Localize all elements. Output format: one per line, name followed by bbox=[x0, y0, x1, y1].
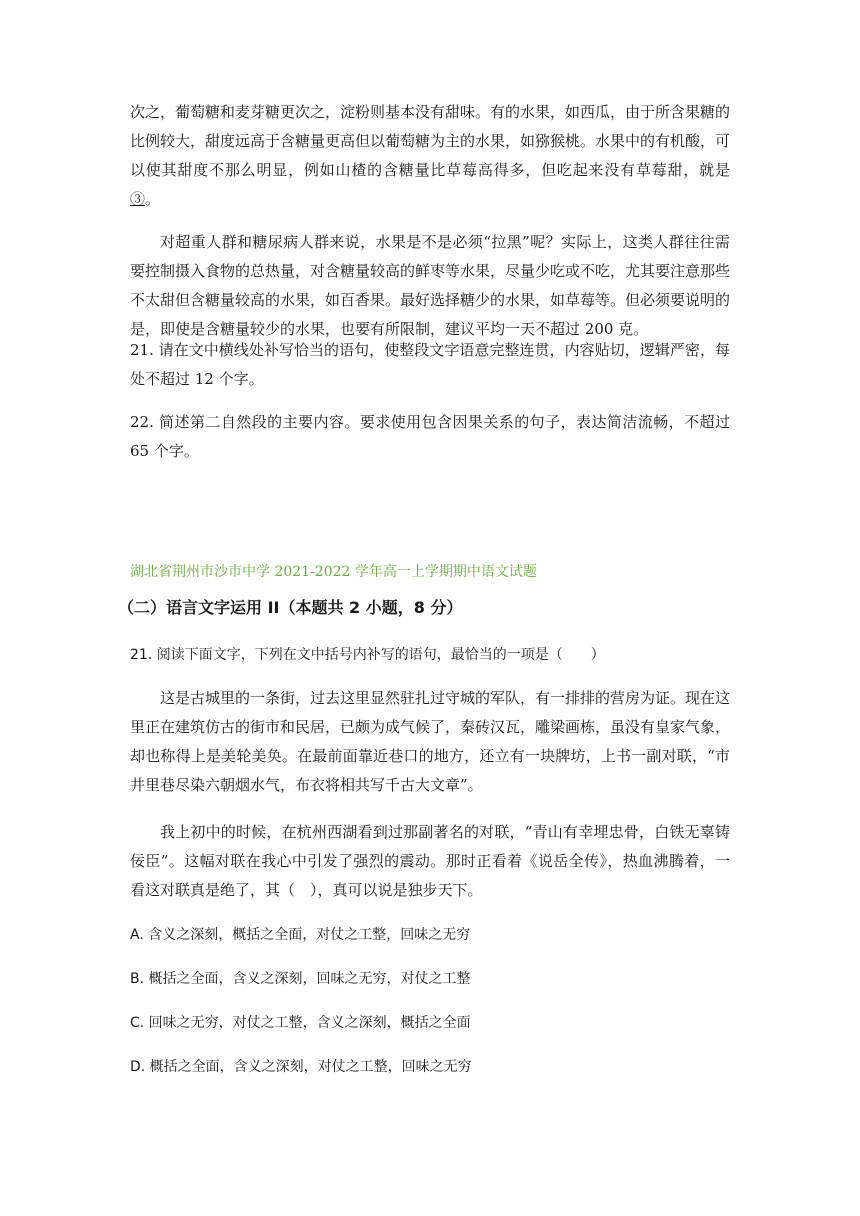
blank-marker: ③ bbox=[130, 190, 146, 208]
question-21: 21. 请在文中横线处补写恰当的语句，使整段文字语意完整连贯，内容贴切，逻辑严密，每处不超过 12 个字。 bbox=[130, 341, 730, 388]
option-a[interactable]: A. 含义之深刻，概括之全面，对仗之工整，回味之无穷 bbox=[130, 927, 471, 943]
option-b[interactable]: B. 概括之全面，含义之深刻，回味之无穷，对仗之工整 bbox=[130, 971, 471, 987]
option-d[interactable]: D. 概括之全面，含义之深刻，对仗之工整，回味之无穷 bbox=[130, 1059, 472, 1075]
section-question-21: 21. 阅读下面文字，下列在文中括号内补写的语句，最恰当的一项是（ ） bbox=[130, 647, 605, 663]
question-22: 22. 简述第二自然段的主要内容。要求使用包含因果关系的句子，表达简洁流畅，不超过 65 个字。 bbox=[130, 413, 730, 460]
paragraph-a: 这是古城里的一条街，过去这里显然驻扎过守城的军队，有一排排的营房为证。现在这里正在建筑仿古的街市和民居，已颇为成气候了，秦砖汉瓦，雕梁画栋，虽没有皇家气象，却也称得上是美轮美奂。在最前面靠近巷口的地方，还立有一块牌坊，上书一副对联，“市井里巷尽染六朝烟水气，布衣将相共写千古大文章”。 bbox=[130, 689, 731, 794]
source-line: 湖北省荆州市沙市中学 2021-2022 学年高一上学期期中语文试题 bbox=[130, 564, 537, 580]
passage-text-before-blank: 次之，葡萄糖和麦芽糖更次之，淀粉则基本没有甜味。有的水果，如西瓜，由于所含果糖的比例较大，甜度远高于含糖量更高但以葡萄糖为主的水果，如猕猴桃。水果中的有机酸，可以使其甜度不那么明显，例如山楂的含糖量比草莓高得多，但吃起来没有草莓甜，就是 bbox=[130, 103, 731, 179]
paragraph-two: 对超重人群和糖尿病人群来说，水果是不是必须“拉黑”呢？实际上，这类人群往往需要控制摄入食物的总热量，对含糖量较高的鲜枣等水果，尽量少吃或不吃，尤其要注意那些不太甜但含糖量较高的水果，如百香果。最好选择糖少的水果，如草莓等。但必须要说明的是，即使是含糖量较少的水果，也要有所限制，建议平均一天不超过 200 克。 bbox=[130, 233, 731, 338]
passage-continued bbox=[130, 98, 730, 214]
option-c[interactable]: C. 回味之无穷，对仗之工整，含义之深刻，概括之全面 bbox=[130, 1015, 471, 1031]
section-title: （二）语言文字运用 II（本题共 2 小题，8 分） bbox=[118, 598, 463, 617]
passage-text-after-blank: 。 bbox=[145, 190, 161, 208]
paragraph-b: 我上初中的时候，在杭州西湖看到过那副著名的对联，“青山有幸埋忠骨，白铁无辜铸佞臣”。这幅对联在我心中引发了强烈的震动。那时正看着《说岳全传》，热血沸腾着，一看这对联真是绝了，其（ ），真可以说是独步天下。 bbox=[130, 823, 730, 899]
